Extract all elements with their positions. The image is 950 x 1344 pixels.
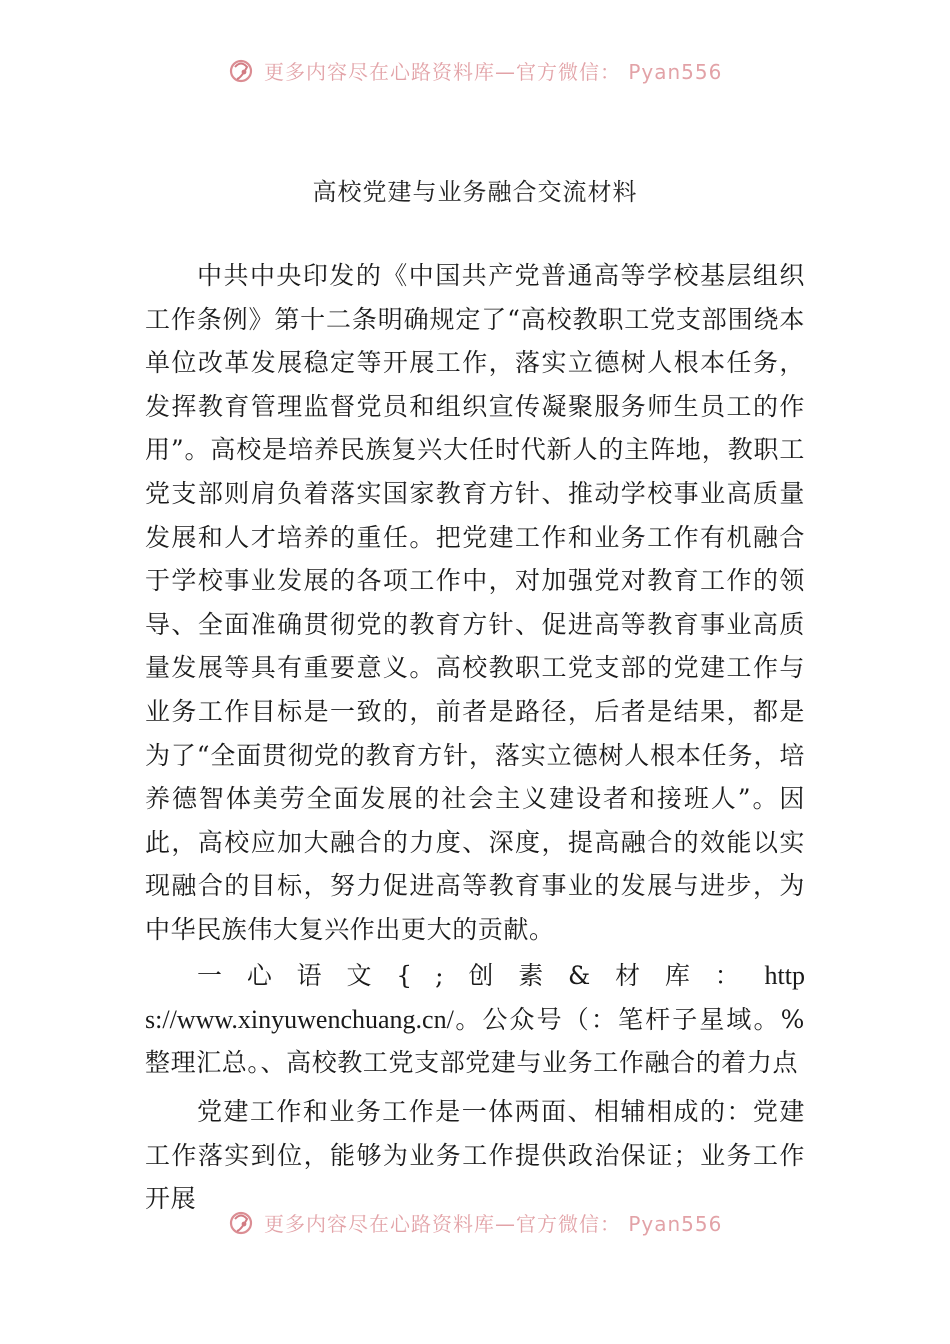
header-watermark — [0, 56, 950, 86]
source-label: 一心语文{;创素&材库： — [197, 961, 765, 990]
paragraph-source-note — [145, 954, 805, 1085]
paragraph-intro: 中共中央印发的《中国共产党普通高等学校基层组织工作条例》第十二条明确规定了“高校教职工党支部围绕本单位改革发展稳定等开展工作，落实立德树人根本任务，发挥教育管理监督党员和组织宣传凝聚服务师生员工的作用”。高校是培养民族复兴大任时代新人的主阵地，教职工党支部则肩负着落实国家教育方针、推动学校事业高质量发展和人才培养的重任。把党建工作和业务工作有机融合于学校事业发展的各项工作中，对加强党对教育工作的领导、全面准确贯彻党的教育方针、促进高等教育事业高质量发展等具有重要意义。高校教职工党支部的党建工作与业务工作目标是一致的，前者是路径，后者是结果，都是为了“全面贯彻党的教育方针，落实立德树人根本任务，培养德智体美劳全面发展的社会主义建设者和接班人”。因此，高校应加大融合的力度、深度，提高融合的效能以实现融合的目标，努力促进高等教育事业的发展与进步，为中华民族伟大复兴作出更大的贡献。 — [145, 261, 805, 944]
footer-watermark — [0, 1208, 950, 1238]
brand-logo-icon — [228, 58, 254, 84]
watermark-text: 更多内容尽在心路资料库—官方微信： Pyan556 — [264, 60, 723, 84]
source-note-rest: 。公众号（：笔杆子星域。%整理汇总。、高校教工党支部党建与业务工作融合的着力点 — [145, 1004, 805, 1078]
brand-logo-icon — [228, 1210, 254, 1236]
watermark-text: 更多内容尽在心路资料库—官方微信： Pyan556 — [264, 1212, 723, 1236]
document-title: 高校党建与业务融合交流材料 — [312, 178, 638, 206]
source-url-link[interactable]: https://www.xinyuwenchuang.cn/ — [145, 961, 805, 1034]
paragraph-body: 党建工作和业务工作是一体两面、相辅相成的：党建工作落实到位，能够为业务工作提供政治保证；业务工作开展 — [145, 1097, 805, 1214]
